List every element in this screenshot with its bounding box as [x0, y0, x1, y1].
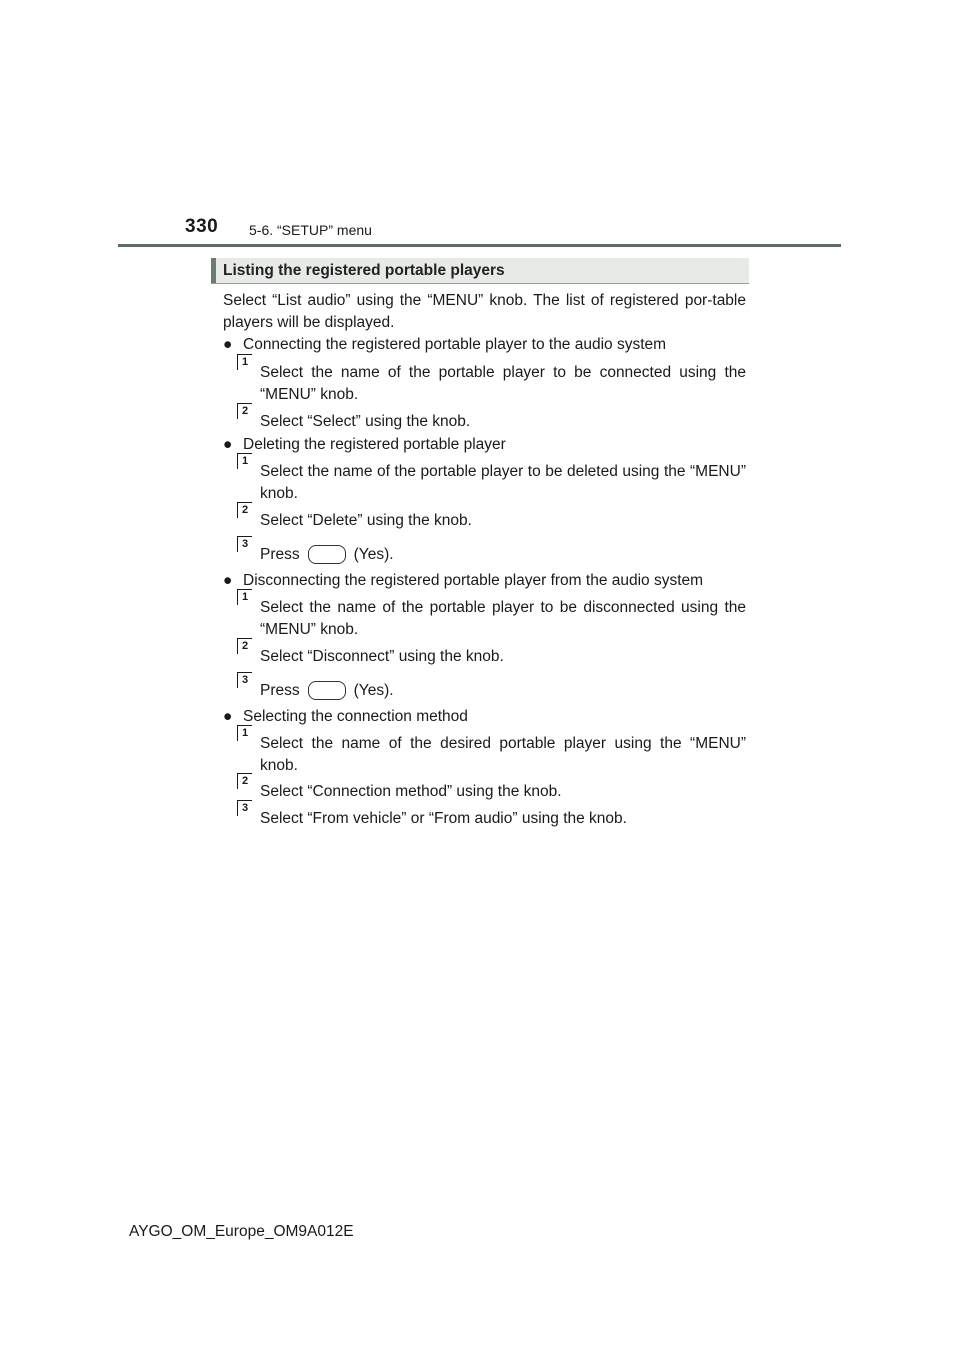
press-label: Press — [260, 682, 300, 699]
step — [237, 538, 746, 566]
step-number: 1 — [237, 453, 252, 469]
bullet-icon: ● — [223, 708, 233, 725]
bullet-connecting — [223, 334, 746, 356]
press-label: Press — [260, 546, 300, 563]
document-footer: AYGO_OM_Europe_OM9A012E — [129, 1223, 354, 1240]
intro-paragraph: Select “List audio” using the “MENU” knob. The list of registered por-table players will be displayed. — [223, 292, 746, 331]
step-number: 1 — [237, 354, 252, 370]
press-after: (Yes). — [353, 546, 394, 563]
step — [237, 727, 746, 777]
bullet-connection-method — [223, 706, 746, 728]
yes-button-icon — [308, 681, 346, 700]
step-text: Select the name of the portable player to be connected using the “MENU” knob. — [260, 364, 746, 403]
step-text: Select “Connection method” using the knob. — [260, 783, 562, 800]
step-number: 1 — [237, 725, 252, 741]
bullet-text: Connecting the registered portable player to the audio system — [243, 336, 667, 353]
bullet-icon: ● — [223, 436, 233, 453]
step-number: 2 — [237, 403, 252, 419]
bullet-text: Deleting the registered portable player — [243, 436, 506, 453]
step-number: 2 — [237, 638, 252, 654]
press-after: (Yes). — [353, 682, 394, 699]
step-number: 2 — [237, 773, 252, 789]
page-number: 330 — [185, 216, 219, 237]
step — [237, 504, 746, 532]
heading-accent — [211, 258, 216, 283]
section-heading — [211, 258, 749, 284]
step-text: Select “From vehicle” or “From audio” using the knob. — [260, 810, 627, 827]
step-text: Select “Delete” using the knob. — [260, 512, 472, 529]
step-text: Select the name of the portable player to be disconnected using the “MENU” knob. — [260, 599, 746, 638]
step-number: 2 — [237, 502, 252, 518]
section-label: 5-6. “SETUP” menu — [249, 222, 372, 238]
bullet-text: Disconnecting the registered portable player from the audio system — [243, 572, 704, 589]
step-number: 1 — [237, 589, 252, 605]
step-number: 3 — [237, 536, 252, 552]
step — [237, 356, 746, 406]
step-number: 3 — [237, 800, 252, 816]
step — [237, 802, 746, 830]
step — [237, 674, 746, 702]
step-text: Select “Select” using the knob. — [260, 413, 471, 430]
step-text: Select “Disconnect” using the knob. — [260, 648, 504, 665]
step — [237, 640, 746, 668]
step — [237, 455, 746, 505]
bullet-icon: ● — [223, 572, 233, 589]
step — [237, 405, 746, 433]
bullet-icon: ● — [223, 336, 233, 353]
heading-title: Listing the registered portable players — [223, 262, 505, 279]
step-text: Select the name of the portable player to be deleted using the “MENU” knob. — [260, 463, 746, 502]
step-text: Select the name of the desired portable player using the “MENU” knob. — [260, 735, 746, 774]
header-rule — [118, 244, 841, 247]
step-number: 3 — [237, 672, 252, 688]
bullet-deleting — [223, 434, 746, 456]
bullet-disconnecting — [223, 570, 746, 592]
yes-button-icon — [308, 545, 346, 564]
step — [237, 775, 746, 803]
step — [237, 591, 746, 641]
bullet-text: Selecting the connection method — [243, 708, 468, 725]
